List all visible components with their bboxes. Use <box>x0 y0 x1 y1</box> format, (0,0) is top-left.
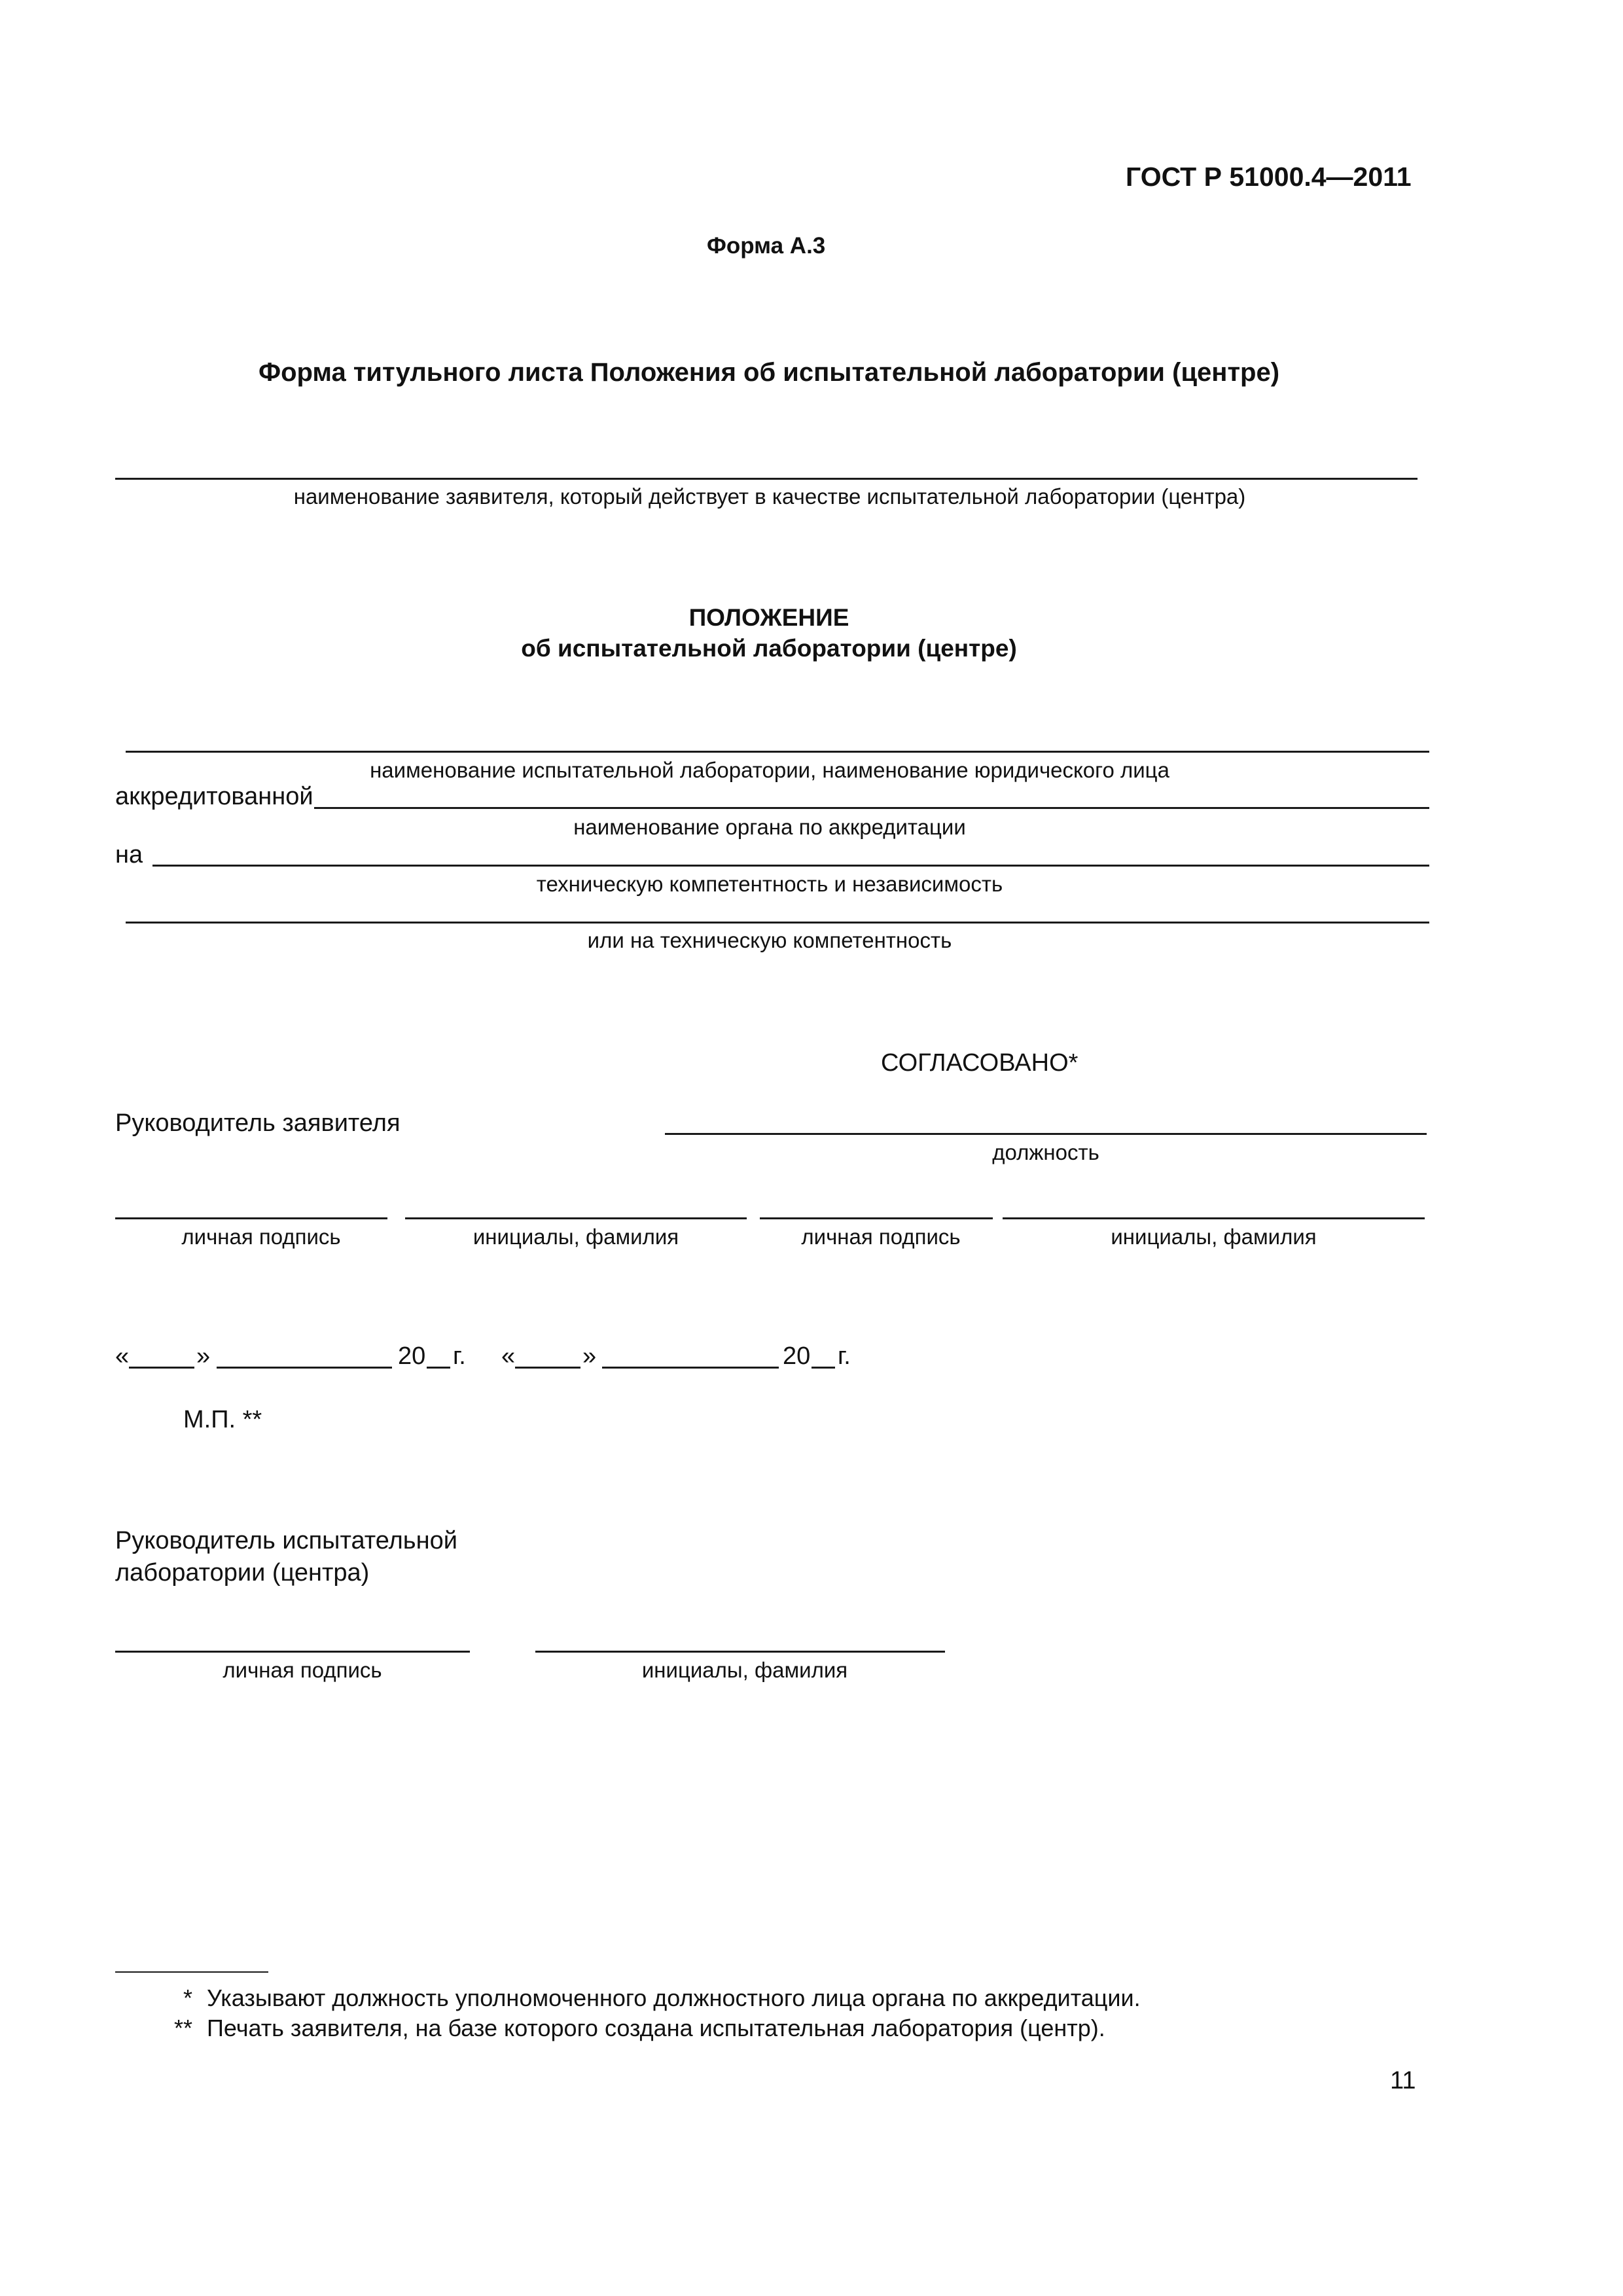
agreed-signature-line <box>760 1217 993 1219</box>
date1-open-quote: « <box>115 1342 130 1370</box>
footnote-2-text: Печать заявителя, на базе которого создана испытательная лаборатория (центр). <box>207 2015 1105 2041</box>
form-number: Форма А.3 <box>707 233 826 259</box>
lab-head-label-line2: лаборатории (центра) <box>115 1559 370 1587</box>
applicant-name-caption: наименование заявителя, который действует в качестве испытательной лаборатории (центра) <box>293 484 1246 509</box>
lab-head-name-line <box>535 1651 945 1653</box>
agreed-name-line <box>1003 1217 1425 1219</box>
competence-alt-line <box>126 922 1429 924</box>
lab-name-caption: наименование испытательной лаборатории, наименование юридического лица <box>370 758 1169 782</box>
date1-year-suffix: г. <box>453 1342 466 1370</box>
accreditation-body-line <box>314 807 1429 809</box>
competence-line <box>152 865 1429 867</box>
applicant-name-caption-2: инициалы, фамилия <box>473 1225 679 1249</box>
applicant-signature-line <box>115 1217 387 1219</box>
date2-month-line <box>602 1367 779 1369</box>
applicant-signature-caption: личная подпись <box>181 1225 341 1249</box>
date1-day-line <box>129 1367 194 1369</box>
date1-close-quote: » <box>196 1342 211 1370</box>
lab-head-signature-line <box>115 1651 470 1653</box>
doc-title-line1: ПОЛОЖЕНИЕ <box>688 604 849 631</box>
lab-head-label-line1: Руководитель испытательной <box>115 1527 457 1554</box>
date2-year-line <box>812 1367 835 1369</box>
date2-year-suffix: г. <box>838 1342 851 1370</box>
agreed-label: СОГЛАСОВАНО* <box>881 1049 1079 1077</box>
competence-alt-caption: или на техническую компетентность <box>587 928 952 952</box>
competence-caption: техническую компетентность и независимость <box>536 872 1003 896</box>
footnote-1-text: Указывают должность уполномоченного должностного лица органа по аккредитации. <box>207 1984 1141 2011</box>
form-title: Форма титульного листа Положения об испытательной лаборатории (центре) <box>258 358 1280 387</box>
standard-number: ГОСТ Р 51000.4—2011 <box>1126 162 1412 192</box>
lab-head-name-caption: инициалы, фамилия <box>641 1658 848 1682</box>
date2-year-prefix: 20 <box>783 1342 811 1370</box>
lab-name-line <box>126 751 1429 753</box>
date2-day-line <box>515 1367 580 1369</box>
date1-year-line <box>427 1367 450 1369</box>
footnote-separator <box>115 1971 268 1973</box>
agreed-name-caption: инициалы, фамилия <box>1111 1225 1317 1249</box>
page-number: 11 <box>1390 2067 1416 2094</box>
applicant-name-sign-line <box>405 1217 747 1219</box>
position-line <box>665 1133 1427 1135</box>
lab-head-signature-caption: личная подпись <box>223 1658 382 1682</box>
date2-close-quote: » <box>582 1342 597 1370</box>
doc-title-line2: об испытательной лаборатории (центре) <box>521 635 1017 662</box>
footnote-1-mark: * <box>183 1984 193 2011</box>
on-label: на <box>115 841 143 869</box>
date2-open-quote: « <box>501 1342 516 1370</box>
accreditation-body-caption: наименование органа по аккредитации <box>573 815 966 839</box>
applicant-name-line <box>115 478 1418 480</box>
date1-year-prefix: 20 <box>398 1342 426 1370</box>
position-caption: должность <box>992 1140 1099 1164</box>
footnote-2-mark: ** <box>174 2015 193 2041</box>
head-of-applicant-label: Руководитель заявителя <box>115 1109 401 1137</box>
date1-month-line <box>217 1367 392 1369</box>
seal-label: М.П. ** <box>183 1406 262 1433</box>
accredited-label: аккредитованной <box>115 783 313 810</box>
agreed-signature-caption: личная подпись <box>801 1225 961 1249</box>
